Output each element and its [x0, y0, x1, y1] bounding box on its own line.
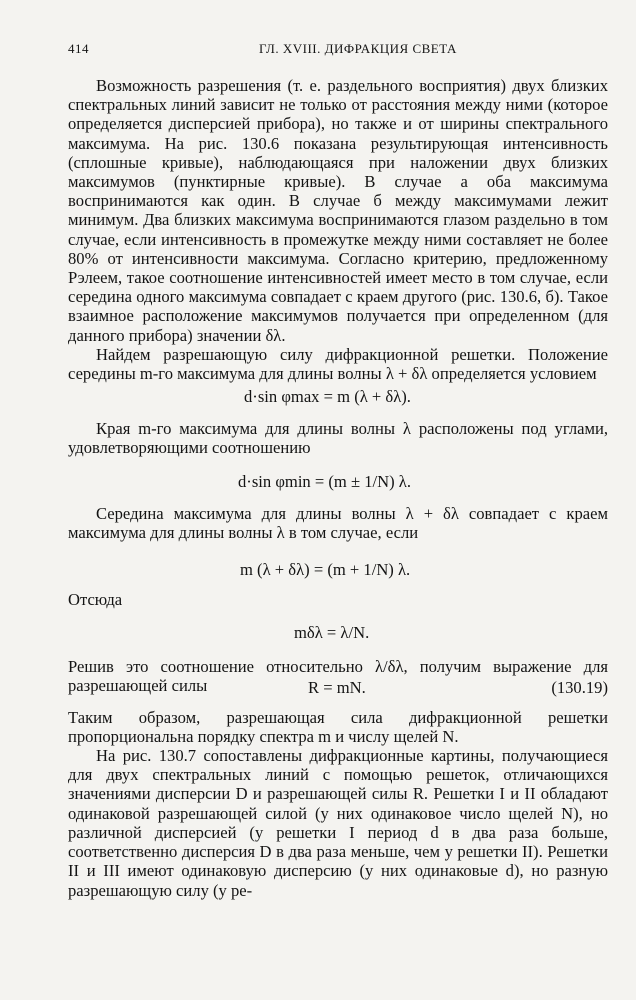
equation-mdl-text: mδλ = λ/N. [294, 623, 370, 643]
equation-number: (130.19) [551, 677, 608, 697]
equation-coincide-text: m (λ + δλ) = (m + 1/N) λ. [240, 560, 411, 580]
equation-max-text: d·sin φmax = m (λ + δλ). [244, 387, 411, 407]
paragraph-conclusion: Таким образом, разрешающая сила дифракционной решетки пропорциональна порядку спектра m и числу щелей N. [68, 707, 608, 746]
paragraph-hence: Отсюда [68, 590, 123, 610]
page-number: 414 [68, 41, 89, 56]
running-title: ГЛ. XVIII. ДИФРАКЦИЯ СВЕТА [259, 41, 457, 56]
equation-resolving-power-text: R = mN. [308, 677, 366, 697]
paragraph-coincide: Середина максимума для длины волны λ + δλ совпадает с краем максимума для длины волны λ в том случае, если [68, 503, 608, 542]
equation-min [68, 464, 608, 504]
paragraph-edges: Края m-го максимума для длины волны λ расположены под углами, удовлетворяющими соотношению [68, 419, 608, 458]
equation-min-text: d·sin φmin = (m ± 1/N) λ. [238, 471, 411, 491]
paragraph-solve: Решив это соотношение относительно λ/δλ, получим выражение для разрешающей силы [68, 657, 608, 696]
paragraph-resolving-power: Найдем разрешающую силу дифракционной решетки. Положение середины m-го максимума для длины волны λ + δλ определяется условием [68, 344, 608, 384]
equation-resolving-power [68, 678, 608, 702]
paragraph-resolution: Возможность разрешения (т. е. раздельного восприятия) двух близких спектральных линий зависит не только от расстояния между ними (которое определяется дисперсией прибора), но также и от ширины спектрального максимума. На рис. 130.6 показана результирующая интенсивность (сплошные кривые), наблюдающаяся при наложении двух близких максимумов (пунктирные кривые). В случае а оба максимума воспринимаются как один. В случае б между максимумами лежит минимум. Два близких максимума воспринимаются глазом раздельно в том случае, если интенсивность в промежутке между ними составляет не более 80% от интенсивности максимума. Согласно критерию, предложенному Рэлеем, такое соотношение интенсивностей имеет место в том случае, если середина одного максимума совпадает с краем другого (рис. 130.6, б). Такое взаимное расположение максимумов получается при определенном (для данного прибора) значении δλ. [68, 76, 608, 345]
equation-max [68, 387, 608, 415]
equation-mdl [68, 615, 608, 657]
page-header [68, 41, 608, 61]
equation-coincide [68, 550, 608, 590]
paragraph-figure-compare: На рис. 130.7 сопоставлены дифракционные картины, получающиеся для двух спектральных линий с помощью решеток, отличающихся значениями дисперсии D и разрешающей силы R. Решетки I и II обладают одинаковой разрешающей силой (у них одинаковое число щелей N), но различной дисперсией (у решетки I период d в два раза больше, соответственно дисперсия D в два раза меньше, чем у решетки II). Решетки II и III имеют одинаковую дисперсию (у них одинаковые d), но разную разрешающую силу (у ре- [68, 746, 608, 900]
body-text [68, 76, 608, 900]
